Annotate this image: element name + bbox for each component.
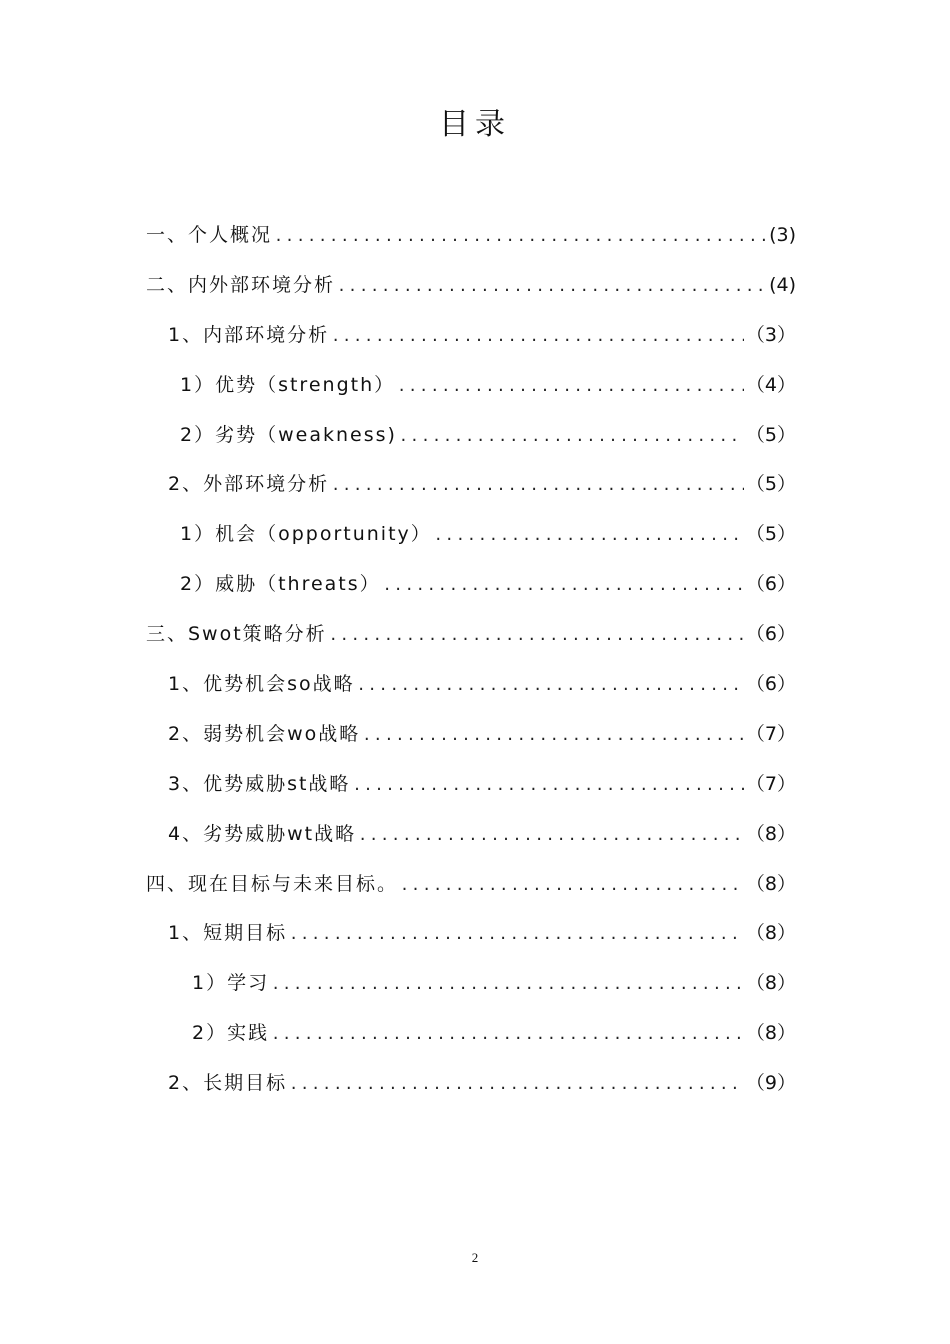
toc-entry[interactable] — [146, 1008, 796, 1058]
toc-entry-page: （6） — [745, 573, 796, 596]
toc-entry-page: （3） — [745, 323, 796, 346]
toc-entry-label: 4、劣势威胁wt战略 — [168, 822, 357, 845]
toc-entry-page: （6） — [745, 673, 796, 696]
toc-entry-label: 1）优势（strength） — [180, 373, 396, 396]
page-number: 2 — [471, 1250, 479, 1265]
toc-entry-page: （6） — [745, 623, 796, 646]
toc-dot-leader — [399, 411, 744, 461]
toc-entry-label: 1）机会（opportunity） — [180, 523, 432, 546]
toc-entry-label: 1、短期目标 — [168, 922, 288, 945]
toc-entry[interactable] — [146, 659, 796, 709]
toc-entry-page: （9） — [745, 1072, 796, 1095]
toc-entry-page: （8） — [745, 922, 796, 945]
toc-entry[interactable] — [146, 809, 796, 859]
toc-entry[interactable] — [146, 1058, 796, 1108]
toc-entry-label: 3、优势威胁st战略 — [168, 772, 351, 795]
toc-entry[interactable] — [146, 410, 796, 460]
toc-entry-label: 1、内部环境分析 — [168, 323, 330, 346]
toc-entry-page: （7） — [745, 722, 796, 745]
toc-dot-leader — [289, 909, 744, 959]
toc-dot-leader — [400, 860, 744, 910]
toc-dot-leader — [357, 660, 744, 710]
toc-entry-page: （4） — [745, 373, 796, 396]
toc-dot-leader — [434, 510, 744, 560]
page-title: 目录 — [439, 107, 511, 142]
toc-entry-page: （8） — [745, 822, 796, 845]
toc-dot-leader — [271, 959, 744, 1009]
toc-entry[interactable] — [146, 310, 796, 360]
toc-entry-label: 2、长期目标 — [168, 1072, 288, 1095]
toc-dot-leader — [352, 760, 743, 810]
toc-entry-page: （7） — [745, 772, 796, 795]
toc-entry[interactable] — [146, 260, 796, 310]
toc-entry-page: （8） — [745, 872, 796, 895]
toc-entry[interactable] — [146, 210, 796, 260]
toc-dot-leader — [362, 710, 744, 760]
toc-dot-leader — [289, 1059, 744, 1109]
toc-entry-page: (4) — [769, 273, 796, 296]
toc-dot-leader — [337, 261, 767, 311]
toc-dot-leader — [383, 560, 744, 610]
toc-entry-page: (3) — [769, 224, 796, 246]
toc-entry[interactable] — [146, 559, 796, 609]
toc-entry-label: 1）学习 — [192, 972, 270, 995]
toc-entry-page: （8） — [745, 1022, 796, 1045]
toc-entry-label: 2、外部环境分析 — [168, 473, 330, 496]
toc-entry[interactable] — [146, 360, 796, 410]
toc-dot-leader — [271, 1009, 744, 1059]
toc-entry[interactable] — [146, 509, 796, 559]
toc-dot-leader — [274, 211, 767, 261]
toc-entry-label: 1、优势机会so战略 — [168, 673, 355, 696]
toc-dot-leader — [331, 460, 744, 510]
toc-entry-page: （8） — [745, 972, 796, 995]
toc-entry-label: 2、弱势机会wo战略 — [168, 722, 361, 745]
toc-entry[interactable] — [146, 609, 796, 659]
toc-dot-leader — [331, 311, 744, 361]
toc-entry-label: 三、Swot策略分析 — [146, 623, 327, 646]
toc-entry-page: （5） — [745, 423, 796, 446]
toc-entry-label: 四、现在目标与未来目标。 — [146, 872, 399, 895]
toc-entry-page: （5） — [745, 523, 796, 546]
toc-dot-leader — [329, 610, 744, 660]
toc-entry-label: 2）威胁（threats） — [180, 573, 381, 596]
toc-dot-leader — [397, 361, 744, 411]
table-of-contents — [146, 210, 796, 1108]
toc-entry[interactable] — [146, 759, 796, 809]
toc-entry[interactable] — [146, 709, 796, 759]
toc-entry-label: 一、个人概况 — [146, 224, 273, 246]
toc-entry-label: 2）劣势（weakness) — [180, 423, 397, 446]
toc-dot-leader — [358, 810, 744, 860]
toc-entry[interactable] — [146, 459, 796, 509]
toc-entry-label: 二、内外部环境分析 — [146, 273, 336, 296]
toc-entry-page: （5） — [745, 473, 796, 496]
toc-entry-label: 2）实践 — [192, 1022, 270, 1045]
toc-entry[interactable] — [146, 958, 796, 1008]
toc-entry[interactable] — [146, 908, 796, 958]
toc-entry[interactable] — [146, 859, 796, 909]
